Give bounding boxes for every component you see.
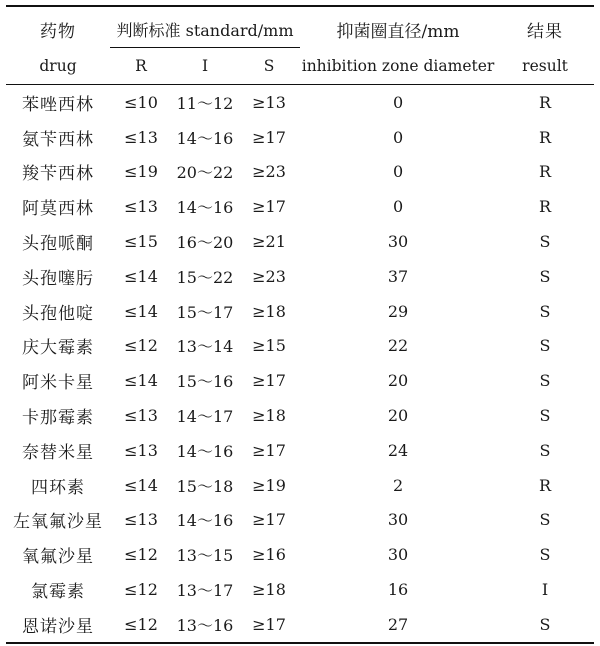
cell-resistant: ≤14 [124,301,158,321]
cell-intermediate: 13～14 [176,337,234,357]
table-row [6,503,594,538]
cell-zone-diameter: 0 [392,197,404,217]
cell-resistant: ≤10 [124,92,158,112]
table-row [6,329,594,364]
cell-resistant: ≤19 [124,162,158,182]
cell-result: S [539,440,551,460]
cell-drug: 氧氟沙星 [22,547,94,568]
cell-zone-diameter: 22 [387,336,409,356]
cell-drug: 苯唑西林 [22,94,94,115]
header-std-r: R [110,48,168,85]
cell-intermediate: 14～17 [176,407,234,427]
cell-drug: 羧苄西林 [22,164,94,185]
table-row [6,224,594,259]
cell-drug: 氯霉素 [31,582,85,603]
cell-intermediate: 15～22 [176,267,234,287]
cell-susceptible: ≥17 [252,197,286,217]
cell-intermediate: 13～17 [176,581,234,601]
header-row-top [6,6,594,48]
header-std-s: S [242,48,300,85]
cell-result: S [539,232,551,252]
cell-susceptible: ≥17 [242,607,300,643]
cell-zone-diameter: 16 [387,580,409,600]
cell-intermediate: 14～16 [176,128,234,148]
table-row [6,294,594,329]
cell-susceptible: ≥23 [252,266,286,286]
cell-zone-diameter: 20 [387,406,409,426]
header-drug-zh: 药物 [6,6,110,48]
cell-zone-diameter: 0 [392,92,404,112]
cell-drug: 氨苄西林 [22,129,94,150]
cell-zone-diameter: 2 [392,475,404,495]
table-row [6,607,594,643]
cell-resistant: ≤15 [124,232,158,252]
cell-intermediate: 14～16 [176,511,234,531]
cell-resistant: ≤13 [124,197,158,217]
table-row [6,363,594,398]
cell-result: S [539,336,551,356]
cell-resistant: ≤12 [124,580,158,600]
table-row [6,259,594,294]
cell-zone-diameter: 29 [387,301,409,321]
cell-resistant: ≤12 [124,545,158,565]
cell-result: I [541,580,549,600]
cell-drug: 恩诺沙星 [6,607,110,643]
cell-intermediate: 20～22 [176,163,234,183]
cell-result: R [539,162,552,182]
table-row [6,468,594,503]
cell-intermediate: 14～16 [176,441,234,461]
cell-resistant: ≤14 [124,266,158,286]
cell-intermediate: 14～16 [176,198,234,218]
header-result-en: result [496,48,594,85]
cell-result: S [539,371,551,391]
cell-susceptible: ≥15 [252,336,286,356]
cell-result: R [539,92,552,112]
cell-result: S [539,301,551,321]
cell-zone-diameter: 30 [387,232,409,252]
cell-resistant: ≤14 [124,371,158,391]
cell-drug: 头孢他啶 [22,303,94,324]
table-row [6,189,594,224]
cell-susceptible: ≥17 [252,510,286,530]
cell-intermediate: 16～20 [176,233,234,253]
cell-drug: 阿莫西林 [22,199,94,220]
cell-susceptible: ≥23 [252,162,286,182]
cell-result: S [539,545,551,565]
cell-resistant: ≤12 [110,607,168,643]
cell-result: R [539,197,552,217]
cell-intermediate: 15～17 [176,302,234,322]
cell-zone-diameter: 37 [387,266,409,286]
cell-zone-diameter: 30 [387,510,409,530]
cell-susceptible: ≥19 [252,475,286,495]
table-row [6,155,594,190]
cell-intermediate: 13～16 [168,607,242,643]
cell-susceptible: ≥13 [252,92,286,112]
table-row [6,120,594,155]
header-std-i: I [168,48,242,85]
cell-drug: 庆大霉素 [22,338,94,359]
cell-drug: 奈替米星 [22,442,94,463]
cell-zone-diameter: 0 [392,162,404,182]
header-drug-en: drug [6,48,110,85]
cell-intermediate: 11～12 [176,93,234,113]
cell-zone-diameter: 24 [387,440,409,460]
cell-drug: 四环素 [31,477,85,498]
table-header [6,6,594,85]
header-zone-en: inhibition zone diameter [300,48,496,85]
cell-result: S [539,510,551,530]
cell-intermediate: 15～16 [176,372,234,392]
cell-resistant: ≤14 [124,475,158,495]
cell-intermediate: 15～18 [176,476,234,496]
susceptibility-table [6,5,594,644]
cell-resistant: ≤13 [124,510,158,530]
table-body [6,85,594,643]
cell-result: R [539,475,552,495]
cell-susceptible: ≥17 [252,440,286,460]
table-row [6,85,594,120]
cell-drug: 头孢噻肟 [22,268,94,289]
cell-result: S [539,266,551,286]
table-row [6,572,594,607]
cell-resistant: ≤12 [124,336,158,356]
header-zone-zh: 抑菌圈直径/mm [300,6,496,48]
cell-drug: 卡那霉素 [22,408,94,429]
cell-susceptible: ≥17 [252,371,286,391]
cell-zone-diameter: 30 [387,545,409,565]
cell-susceptible: ≥21 [252,232,286,252]
table-row [6,537,594,572]
cell-drug: 头孢哌酮 [22,234,94,255]
cell-result: S [539,406,551,426]
header-result-zh: 结果 [496,6,594,48]
cell-zone-diameter: 20 [387,371,409,391]
cell-susceptible: ≥16 [252,545,286,565]
cell-intermediate: 13～15 [176,546,234,566]
cell-susceptible: ≥18 [252,580,286,600]
cell-result: S [496,607,594,643]
table-row [6,433,594,468]
cell-resistant: ≤13 [124,406,158,426]
cell-susceptible: ≥17 [252,127,286,147]
cell-zone-diameter: 0 [392,127,404,147]
header-row-bottom [6,48,594,85]
header-standard: 判断标准 standard/mm [110,6,300,48]
cell-result: R [539,127,552,147]
cell-drug: 左氧氟沙星 [13,512,103,533]
cell-resistant: ≤13 [124,127,158,147]
table-row [6,398,594,433]
cell-susceptible: ≥18 [252,406,286,426]
cell-resistant: ≤13 [124,440,158,460]
cell-drug: 阿米卡星 [22,373,94,394]
cell-susceptible: ≥18 [252,301,286,321]
cell-zone-diameter: 27 [300,607,496,643]
